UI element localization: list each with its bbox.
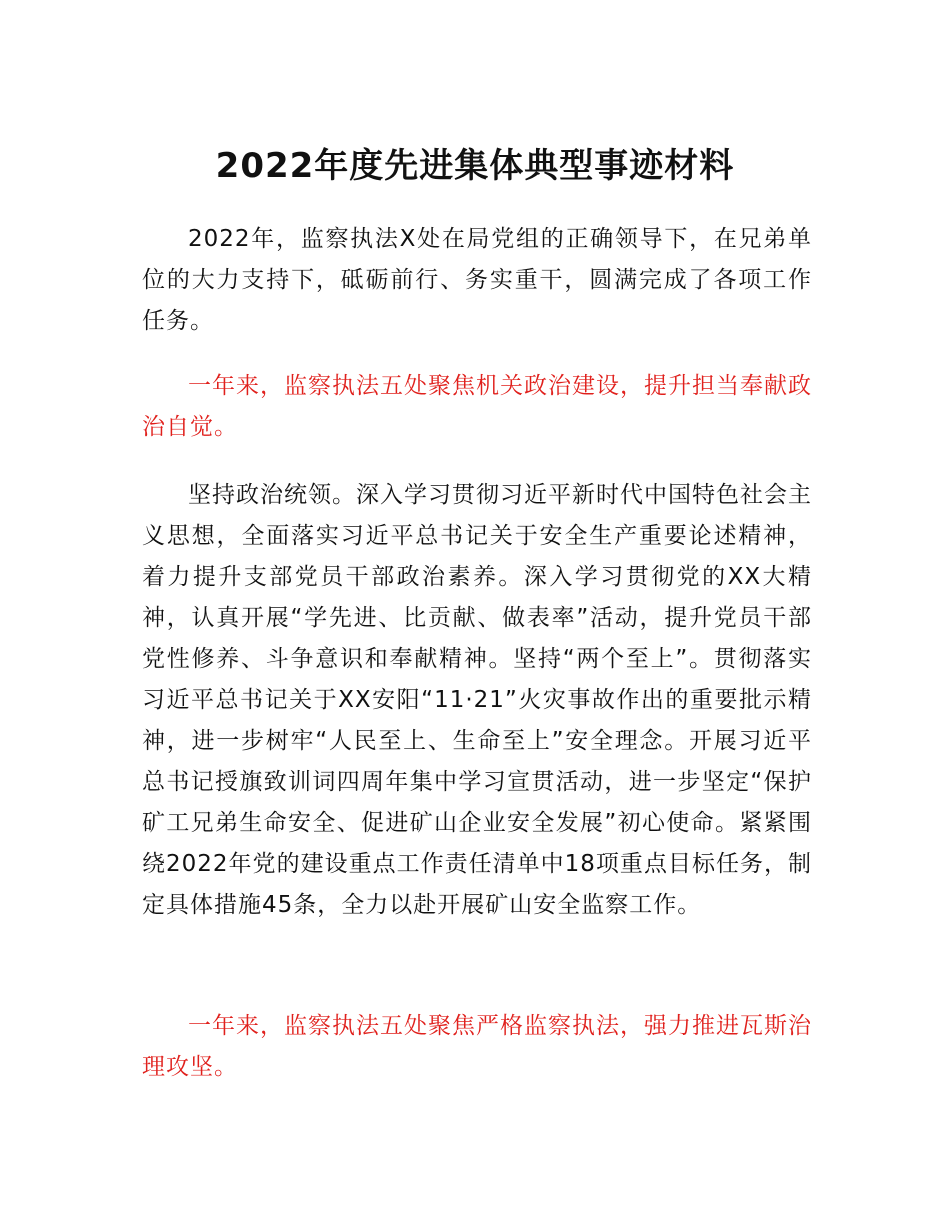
- document-title: 2022年度先进集体典型事迹材料: [215, 146, 735, 186]
- paragraph-political-leadership: 坚持政治统领。深入学习贯彻习近平新时代中国特色社会主义思想，全面落实习近平总书记关于安全生产重要论述精神，着力提升支部党员干部政治素养。深入学习贯彻党的XX大精神，认真开展“学先进、比贡献、做表率”活动，提升党员干部党性修养、斗争意识和奉献精神。坚持“两个至上”。贯彻落实习近平总书记关于XX安阳“11·21”火灾事故作出的重要批示精神，进一步树牢“人民至上、生命至上”安全理念。开展习近平总书记授旗致训词四周年集中学习宣贯活动，进一步坚定“保护矿工兄弟生命安全、促进矿山企业安全发展”初心使命。紧紧围绕2022年党的建设重点工作责任清单中18项重点目标任务，制定具体措施45条，全力以赴开展矿山安全监察工作。: [142, 482, 812, 918]
- paragraph-highlight-enforcement: 一年来，监察执法五处聚焦严格监察执法，强力推进瓦斯治理攻坚。: [142, 1013, 812, 1080]
- paragraph-highlight-political: 一年来，监察执法五处聚焦机关政治建设，提升担当奉献政治自觉。: [142, 373, 812, 440]
- paragraph-intro: 2022年，监察执法X处在局党组的正确领导下，在兄弟单位的大力支持下，砥砺前行、务实重干，圆满完成了各项工作任务。: [142, 226, 812, 334]
